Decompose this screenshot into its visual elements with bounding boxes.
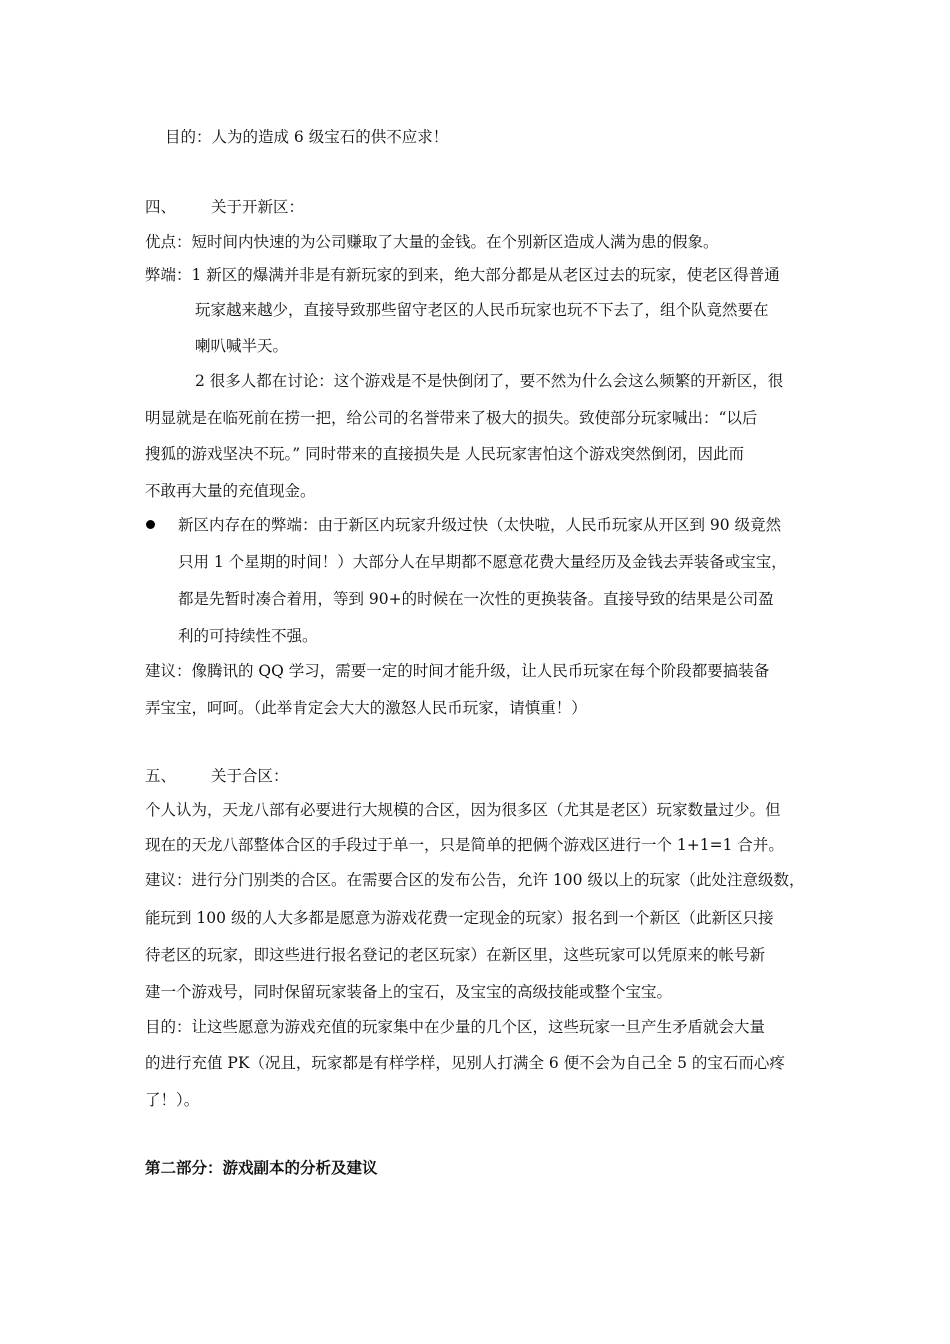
section-four-suggestion-line: 建议：像腾讯的 QQ 学习，需要一定的时间才能升级，让人民币玩家在每个阶段都要搞装备: [145, 662, 770, 680]
section-five-opinion-line: 现在的天龙八部整体合区的手段过于单一，只是简单的把俩个游戏区进行一个 1+1=1 合并。: [145, 836, 784, 854]
section-five-purpose-line: 了！）。: [145, 1091, 200, 1109]
section-four-drawback-1-line: 喇叭喊半天。: [195, 337, 289, 355]
section-five-suggestion-line: 能玩到 100 级的人大多都是愿意为游戏花费一定现金的玩家）报名到一个新区（此新区只接: [145, 909, 774, 927]
section-five-purpose-line: 的进行充值 PK（况且，玩家都是有样学样，见别人打满全 6 便不会为自己全 5 的宝石而心疼: [145, 1054, 785, 1072]
section-five-suggestion-line: 待老区的玩家，即这些进行报名登记的老区玩家）在新区里，这些玩家可以凭原来的帐号新: [145, 946, 766, 964]
section-four-suggestion-line: 弄宝宝，呵呵。（此举肯定会大大的激怒人民币玩家，请慎重！）: [145, 699, 587, 717]
purpose-line: 目的：人为的造成 6 级宝石的供不应求！: [165, 128, 449, 146]
section-four-advantage: 优点：短时间内快速的为公司赚取了大量的金钱。在个别新区造成人满为患的假象。: [145, 233, 719, 251]
section-five-title: 关于合区：: [211, 767, 289, 785]
part-two-heading: 第二部分：游戏副本的分析及建议: [145, 1159, 378, 1177]
section-four-number: 四、: [145, 198, 177, 216]
section-five-number: 五、: [145, 767, 177, 785]
section-four-drawback-2-line: 不敢再大量的充值现金。: [145, 482, 316, 500]
section-five-suggestion-line: 建议：进行分门别类的合区。在需要合区的发布公告，允许 100 级以上的玩家（此处注意级数，: [145, 871, 805, 889]
section-four-bullet-line: 只用 1 个星期的时间！）大部分人在早期都不愿意花费大量经历及金钱去弄装备或宝宝，: [178, 553, 787, 571]
section-five-opinion-line: 个人认为，天龙八部有必要进行大规模的合区，因为很多区（尤其是老区）玩家数量过少。但: [145, 801, 781, 819]
section-four-bullet-line: 新区内存在的弊端：由于新区内玩家升级过快（太快啦，人民币玩家从开区到 90 级竟然: [178, 516, 782, 534]
section-four-drawback-1-line: 弊端：1 新区的爆满并非是有新玩家的到来，绝大部分都是从老区过去的玩家，使老区得普通: [145, 266, 780, 284]
section-four-title: 关于开新区：: [211, 198, 305, 216]
section-five-suggestion-line: 建一个游戏号，同时保留玩家装备上的宝石，及宝宝的高级技能或整个宝宝。: [145, 983, 673, 1001]
section-four-drawback-2-line: 2 很多人都在讨论：这个游戏是不是快倒闭了，要不然为什么会这么频繁的开新区，很: [195, 372, 784, 390]
section-four-drawback-2-line: 搜狐的游戏坚决不玩。” 同时带来的直接损失是 人民玩家害怕这个游戏突然倒闭，因此而: [145, 445, 745, 463]
section-four-bullet-line: 利的可持续性不强。: [178, 627, 318, 645]
section-four-bullet-line: 都是先暂时凑合着用，等到 90+的时候在一次性的更换装备。直接导致的结果是公司盈: [178, 590, 774, 608]
section-five-purpose-line: 目的：让这些愿意为游戏充值的玩家集中在少量的几个区，这些玩家一旦产生矛盾就会大量: [145, 1018, 766, 1036]
section-four-drawback-2-line: 明显就是在临死前在捞一把，给公司的名誉带来了极大的损失。致使部分玩家喊出：“以后: [145, 409, 758, 427]
bullet-dot-icon: [146, 520, 155, 529]
section-four-drawback-1-line: 玩家越来越少，直接导致那些留守老区的人民币玩家也玩不下去了，组个队竟然要在: [195, 301, 769, 319]
